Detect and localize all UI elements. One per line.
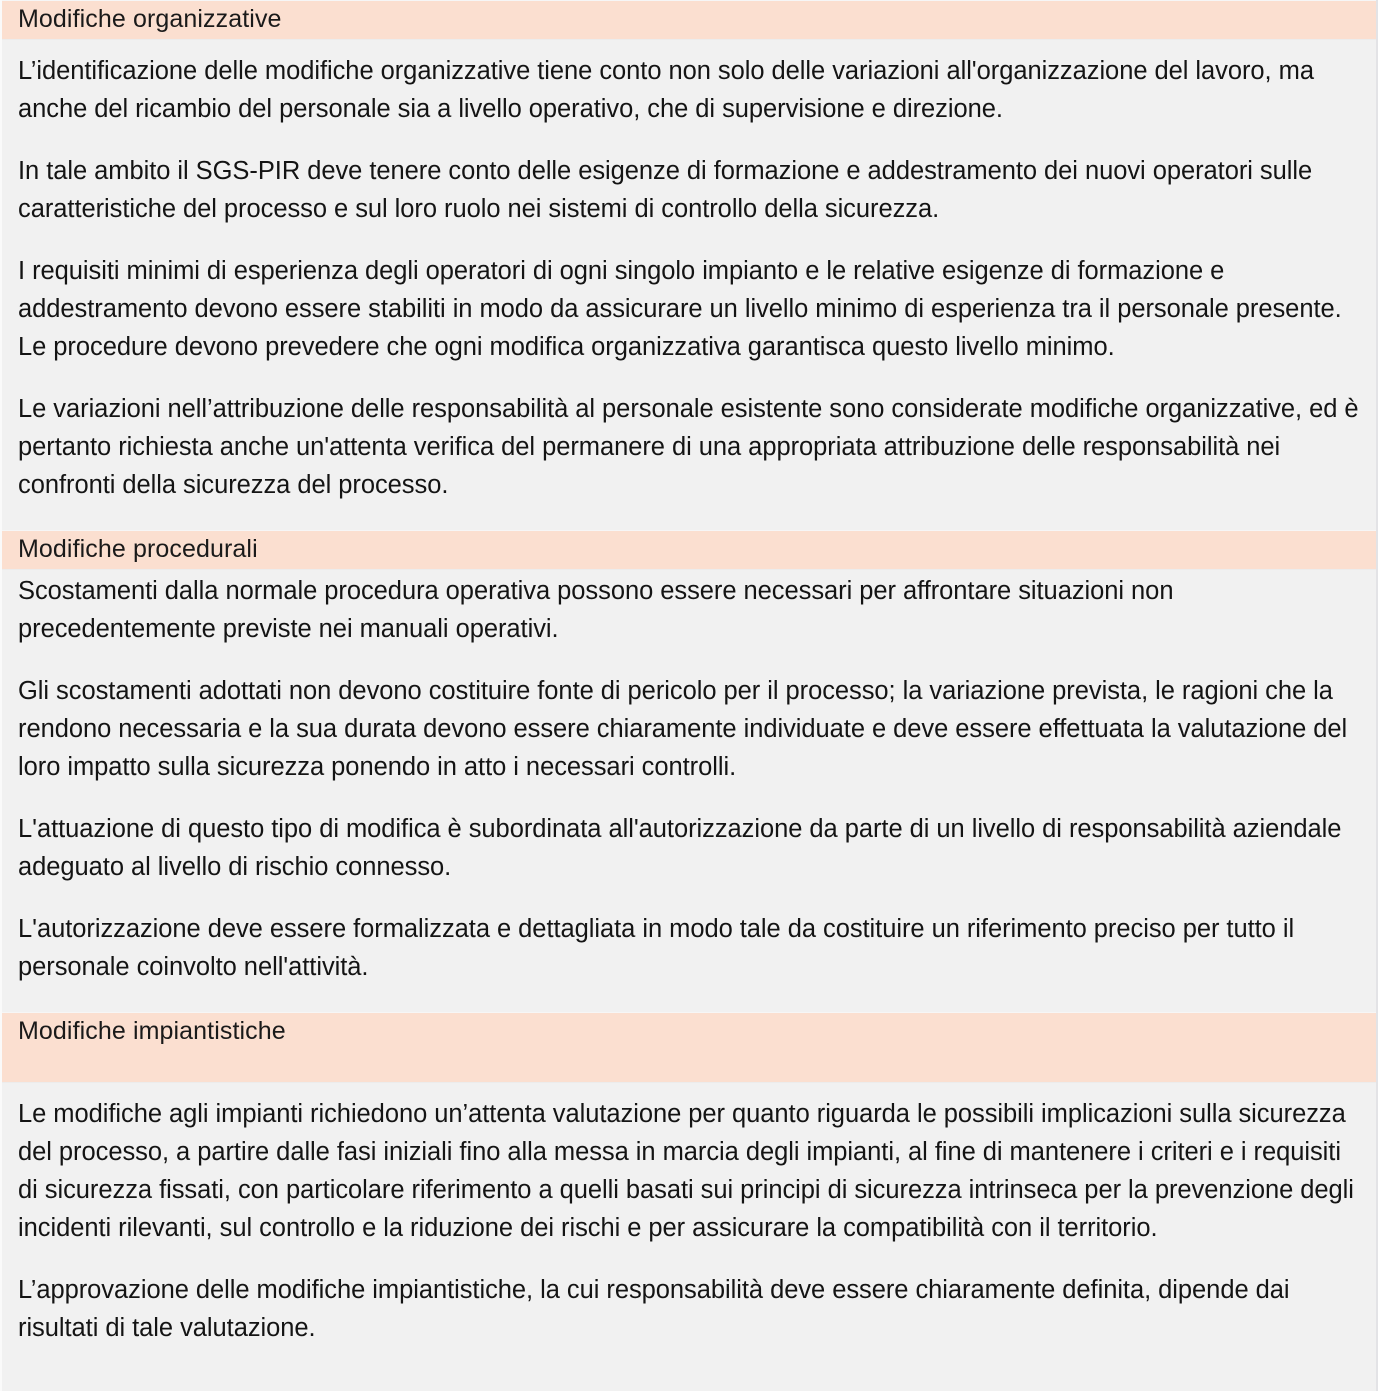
paragraph: Scostamenti dalla normale procedura operativa possono essere necessari per affrontare situazioni non precedentemente previste nei manuali operativi.: [18, 577, 1174, 643]
section-header-modifiche-organizzative: Modifiche organizzative: [2, 0, 1376, 40]
section-header-modifiche-impiantistiche: Modifiche impiantistiche: [2, 1012, 1376, 1083]
paragraph: L'autorizzazione deve essere formalizzata e dettagliata in modo tale da costituire un riferimento preciso per tutto il personale coinvolto nell'attività.: [18, 915, 1295, 981]
paragraph: L’approvazione delle modifiche impiantistiche, la cui responsabilità deve essere chiaramente definita, dipende dai risultati di tale valutazione.: [18, 1276, 1290, 1342]
paragraph: I requisiti minimi di esperienza degli operatori di ogni singolo impianto e le relative esigenze di formazione e addestramento devono essere stabiliti in modo da assicurare un livello minimo di esperienza tra il personale presente. Le procedure devono prevedere che ogni modifica organizzativa garantisca questo livello minimo.: [18, 257, 1342, 361]
section-spacer: [18, 1347, 1362, 1373]
paragraph: Le modifiche agli impianti richiedono un’attenta valutazione per quanto riguarda le possibili implicazioni sulla sicurezza del processo, a partire dalle fasi iniziali fino alla messa in marcia degli impianti, al fine di mantenere i criteri e i requisiti di sicurezza fissati, con particolare riferimento a quelli basati sui principi di sicurezza intrinseca per la prevenzione degli incidenti rilevanti, sul controllo e la riduzione dei rischi e per assicurare la compatibilità con il territorio.: [18, 1100, 1354, 1242]
section-modifiche-impiantistiche: [2, 1012, 1376, 1391]
paragraph: Gli scostamenti adottati non devono costituire fonte di pericolo per il processo; la variazione prevista, le ragioni che la rendono necessaria e la sua durata devono essere chiaramente individuate e deve essere effettuata la valutazione del loro impatto sulla sicurezza ponendo in atto i necessari controlli.: [18, 677, 1348, 781]
section-body-modifiche-procedurali: [2, 570, 1376, 1012]
paragraph: Le variazioni nell’attribuzione delle responsabilità al personale esistente sono considerate modifiche organizzative, ed è pertanto richiesta anche un'attenta verifica del permanere di una appropriata attribuzione delle responsabilità nei confronti della sicurezza del processo.: [18, 395, 1359, 499]
section-header-modifiche-procedurali: Modifiche procedurali: [2, 530, 1376, 570]
section-spacer: [18, 986, 1362, 1012]
section-modifiche-organizzative: [2, 0, 1376, 530]
section-body-modifiche-organizzative: [2, 40, 1376, 530]
section-modifiche-procedurali: [2, 530, 1376, 1012]
section-spacer: [18, 504, 1362, 530]
paragraph: In tale ambito il SGS-PIR deve tenere conto delle esigenze di formazione e addestramento dei nuovi operatori sulle caratteristiche del processo e sul loro ruolo nei sistemi di controllo della sicurezza.: [18, 157, 1313, 223]
section-body-modifiche-impiantistiche: [2, 1083, 1376, 1391]
paragraph: L’identificazione delle modifiche organizzative tiene conto non solo delle variazioni all'organizzazione del lavoro, ma anche del ricambio del personale sia a livello operativo, che di supervisione e direzione.: [18, 57, 1314, 123]
paragraph: L'attuazione di questo tipo di modifica è subordinata all'autorizzazione da parte di un livello di responsabilità aziendale adeguato al livello di rischio connesso.: [18, 815, 1342, 881]
